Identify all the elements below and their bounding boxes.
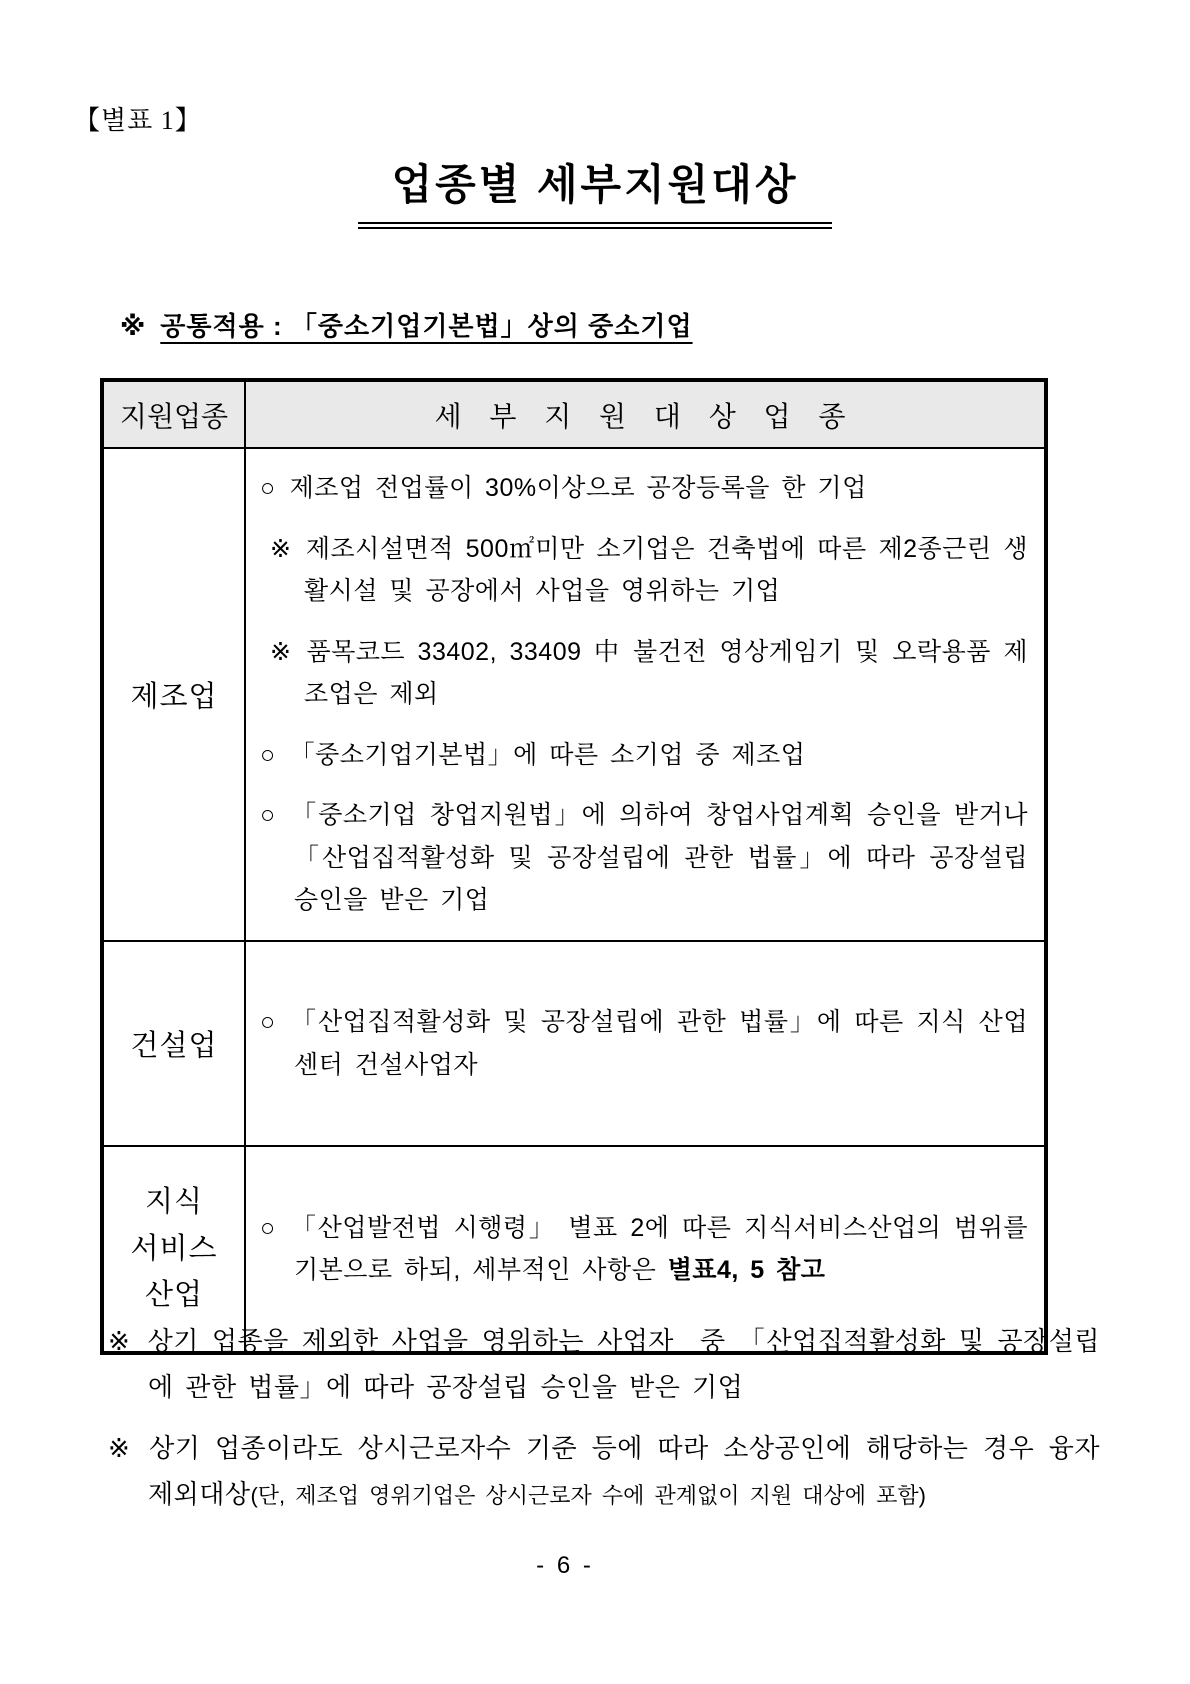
common-note-text: 공통적용 : 「중소기업기본법」상의 중소기업 [160,311,693,341]
circle-bullet: ○ [260,740,276,769]
reference-mark: ※ [108,1326,132,1356]
table-header [102,380,1046,448]
detail-cell-construction [245,941,1046,1146]
detail-cell-manufacturing [245,448,1046,941]
item-text: 「산업발전법 시행령」 별표 2에 따른 지식서비스산업의 범위를 기본으로 하되, 세부적인 사항은 [290,1213,1028,1284]
list-item [260,467,1028,510]
list-item [270,528,1028,613]
list-item [260,734,1028,777]
footnote-small-text: (단, 제조업 영위기업은 상시근로자 수에 관계없이 지원 대상에 포함) [250,1482,926,1508]
footnote [108,1425,1112,1518]
circle-bullet: ○ [260,1213,277,1242]
circle-bullet: ○ [260,474,276,503]
item-text: 품목코드 33402, 33409 中 불건전 영상게임기 및 오락용품 제조업은 제외 [304,637,1028,709]
page-title: 업종별 세부지원대상 [358,152,833,229]
reference-mark: ※ [108,1432,134,1463]
reference-mark: ※ [120,311,147,341]
support-target-table [100,378,1048,1355]
table-header-row [102,380,1046,448]
circle-bullet: ○ [260,801,278,830]
circle-bullet: ○ [260,1008,278,1036]
footnote-text: 상기 업종을 제외한 사업을 영위하는 사업자 중 「산업집적활성화 및 공장설립에 관한 법률」에 따라 공장설립 승인을 받은 기업 [147,1326,1100,1403]
title-wrap [0,152,1190,229]
item-text: 「중소기업 창업지원법」에 의하여 창업사업계획 승인을 받거나 「산업집적활성화 및 공장설립에 관한 법률」에 따라 공장설립 승인을 받은 기업 [291,801,1028,915]
item-text-bold: 별표4, 5 참고 [667,1256,826,1284]
item-text: 제조시설면적 500㎡미만 소기업은 건축법에 따른 제2종근린 생활시설 및 공장에서 사업을 영위하는 기업 [304,534,1028,606]
category-line: 지식 [144,1186,204,1219]
header-cell-detail: 세 부 지 원 대 상 업 종 [245,380,1046,448]
page-number: - 6 - [536,1552,594,1579]
reference-mark: ※ [270,637,293,666]
list-item [260,1207,1028,1292]
category-cell-manufacturing: 제조업 [102,448,245,941]
list-item [260,1001,1028,1086]
footnote [108,1318,1100,1411]
header-cell-category: 지원업종 [102,380,245,448]
common-note [120,306,693,343]
item-text: 「중소기업기본법」에 따른 소기업 중 제조업 [289,740,806,769]
item-text: 제조업 전업률이 30%이상으로 공장등록을 한 기업 [289,474,867,503]
footnote-text: 상기 업종이라도 상시근로자수 기준 등에 따라 소상공인에 해당하는 경우 융자 제외대상 [148,1432,1112,1509]
list-item [260,794,1028,922]
table-row-manufacturing [102,448,1046,941]
category-line: 산업 [144,1279,204,1312]
table-row-construction [102,941,1046,1146]
category-line: 서비스 [130,1232,218,1265]
list-item [270,631,1028,716]
category-cell-construction: 건설업 [102,941,245,1146]
item-text: 「산업집적활성화 및 공장설립에 관한 법률」에 따른 지식 산업센터 건설사업자 [291,1008,1028,1079]
annex-label: 【별표 1】 [74,106,202,135]
footnotes [108,1318,1112,1531]
reference-mark: ※ [270,534,292,563]
